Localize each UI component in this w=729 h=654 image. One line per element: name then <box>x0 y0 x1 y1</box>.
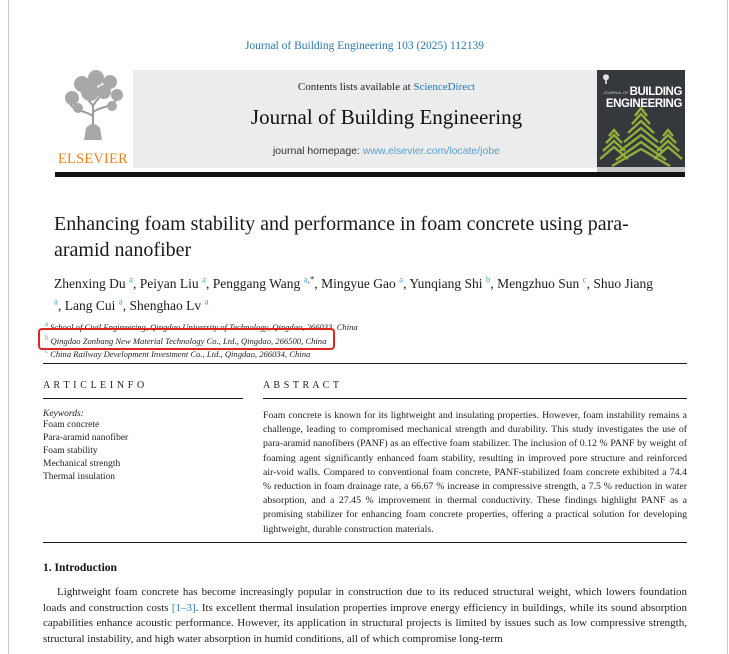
homepage-url-link[interactable]: www.elsevier.com/locate/jobe <box>362 145 501 157</box>
author: Peiyan Liu $^a$, <box>139 274 213 291</box>
info-abstract-section <box>43 364 687 542</box>
elsevier-wordmark: ELSEVIER <box>57 151 129 167</box>
author: Shenghao Lv $^a$ <box>129 296 209 313</box>
cover-elsevier-mini-icon <box>602 74 610 85</box>
journal-cover-thumbnail[interactable] <box>597 70 685 172</box>
homepage-line <box>133 145 640 157</box>
highlighted-affiliation-annotation: $^b$ Qingdao Zonbang New Material Technology Co., Ltd., Qingdao, 266500, China <box>45 333 327 346</box>
keyword: Thermal insulation <box>43 472 116 482</box>
author: Shuo Jiang $^a$, <box>54 275 654 313</box>
cover-journal-of-label: JOURNAL OF <box>603 90 629 95</box>
keywords-label: Keywords: <box>43 409 84 419</box>
sciencedirect-link[interactable]: ScienceDirect <box>413 81 476 93</box>
contents-lists-text: Contents lists available at <box>297 81 414 93</box>
journal-masthead <box>55 70 685 168</box>
elsevier-tree-icon <box>60 70 126 148</box>
bottom-rule <box>43 542 687 543</box>
author: Penggang Wang $^{a,*}$, <box>212 274 322 291</box>
intro-text-b: . Its excellent thermal insulation properties improve energy efficiency in buildings, while its sound absorption capabilities enhance acoustic performance. However, its application in structural projects is limited by issues such as low compressive strength, structural instability, and high water absorption in humid conditions, all of which compromise long-term <box>43 601 687 645</box>
affiliation-line <box>45 333 665 347</box>
contents-lists-line <box>133 81 640 93</box>
article-info-heading: A R T I C L E I N F O <box>43 380 243 399</box>
affiliation-line: $^a$ School of Civil Engineering, Qingdao University of Technology, Qingdao, 266033, China <box>45 320 358 332</box>
affiliation-list <box>45 319 665 360</box>
keyword: Foam stability <box>43 446 98 456</box>
affiliation-line: $^c$ China Railway Development Investment Co., Ltd., Qingdao, 266034, China <box>45 347 311 360</box>
abstract-heading: A B S T R A C T <box>263 380 687 399</box>
author: Yunqiang Shi $^b$, <box>409 274 498 291</box>
cover-title-line1: BUILDING <box>629 86 682 98</box>
cover-trees-graphic <box>597 106 685 167</box>
article-info-column <box>43 380 243 542</box>
author-list <box>54 270 654 315</box>
keyword: Foam concrete <box>43 420 100 430</box>
masthead-divider-bar <box>55 172 685 177</box>
author: Lang Cui $^a$, <box>64 296 130 313</box>
keyword: Para-aramid nanofiber <box>43 433 129 443</box>
author: Mengzhuo Sun $^c$, <box>497 274 594 291</box>
keyword: Mechanical strength <box>43 459 121 469</box>
intro-text-a: Lightweight foam concrete has become increasingly popular in construction due to its reduced structural weight, which lowers foundation loads and construction costs <box>43 586 687 614</box>
journal-title: Journal of Building Engineering <box>250 105 523 129</box>
cover-title-line2: ENGINEERING <box>605 97 682 110</box>
homepage-label: journal homepage: <box>272 145 363 157</box>
author: Mingyue Gao $^a$, <box>321 274 410 291</box>
introduction-heading: 1. Introduction <box>43 562 117 574</box>
abstract-column <box>263 380 687 542</box>
page-left-edge <box>8 0 9 654</box>
page-right-edge <box>727 0 728 654</box>
elsevier-logo[interactable] <box>55 70 131 168</box>
journal-citation-header[interactable]: Journal of Building Engineering 103 (2025) 112139 <box>244 40 485 52</box>
abstract-text: Foam concrete is known for its lightweight and insulating properties. However, foam instability remains a challenge, leading to compromised mechanical strength and durability. This study investigates the use of para-aramid nanofibers (PANF) as an effective foam stabilizer. The inclusion of 0.12 % PANF by weight of foaming agent significantly enhanced foam stability, resulting in improved pore structure and reinforced air-void walls. Compared to conventional foam concrete, PANF-stabilized foam concrete exhibited a 74.4 % reduction in foam drainage rate, a 66.67 % increase in compressive strength, a 7.5 % reduction in water absorption, and a 27.45 % improvement in thermal conductivity. These findings highlight PANF as a promising stabilizer for enhancing foam concrete properties, offering a practical solution for developing lightweight, durable construction materials. <box>263 410 687 535</box>
article-title: Enhancing foam stability and performance in foam concrete using para-aramid nanofiber <box>54 213 629 261</box>
reference-citation-link[interactable]: [1–3] <box>171 601 196 614</box>
masthead-gray-panel <box>133 70 640 168</box>
author: Zhenxing Du $^a$, <box>54 274 140 291</box>
keywords-list <box>43 419 243 484</box>
introduction-paragraph <box>43 585 687 647</box>
article-body <box>43 363 687 647</box>
